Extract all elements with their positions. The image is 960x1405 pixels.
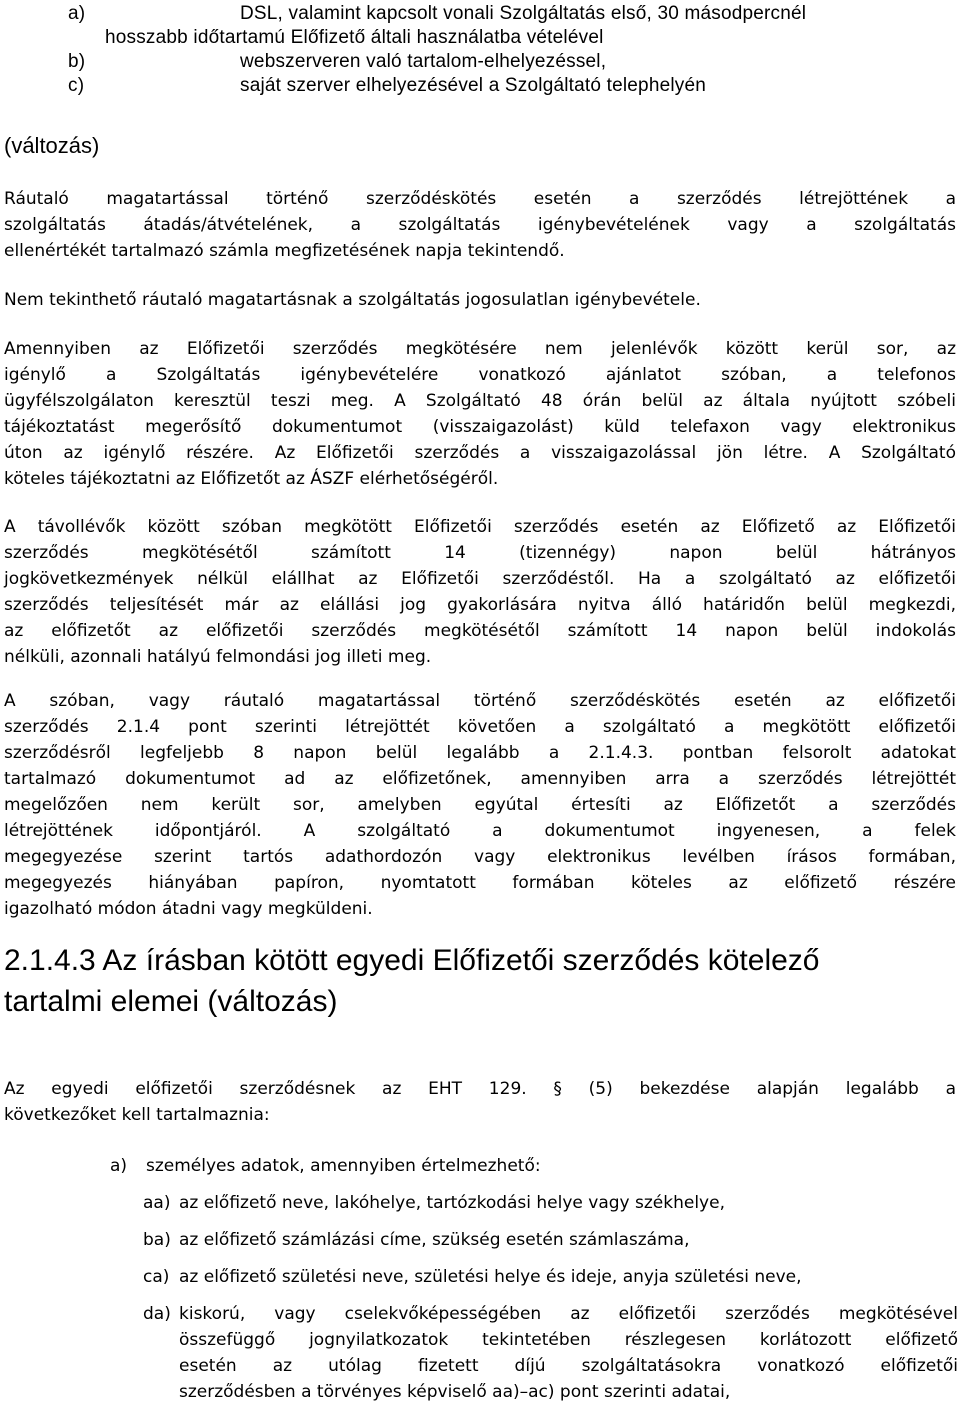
list-item-label: a) [110,1156,128,1176]
section-heading-line: tartalmi elemei (változás) [4,985,338,1018]
list-item [68,50,958,74]
paragraph-line: megelőzően nem került sor, amelyben egyútal értesíti az Előfizetőt a szerződés [4,795,956,815]
paragraph-line: úton az igénylő részére. Az Előfizetői szerződés a visszaigazolással jön létre. A Szolgáltató [4,443,956,463]
sub-list-item-text: kiskorú, vagy cselekvőképességében az előfizetői szerződés megkötésével [179,1304,958,1324]
paragraph-line: ellenértékét tartalmazó számla megfizetésének napja tekintendő. [4,241,565,261]
paragraph-line: igazolható módon átadni vagy megküldeni. [4,899,373,919]
paragraph-line: Amennyiben az Előfizetői szerződés megkötésére nem jelenlévők között kerül sor, az [4,339,956,359]
paragraph-line: szerződés 2.1.4 pont szerinti létrejöttét követően a szolgáltató a megkötött előfizetői [4,717,956,737]
paragraph [4,514,956,670]
sub-list-item [143,1227,958,1253]
paragraph [4,688,956,922]
paragraph-line: Nem tekinthető ráutaló magatartásnak a szolgáltatás jogosulatlan igénybevétele. [4,290,701,310]
paragraph [4,287,956,313]
paragraph-line: létrejöttének időpontjáról. A szolgáltató a dokumentumot ingyenesen, a felek [4,821,956,841]
list-item-text: személyes adatok, amennyiben értelmezhető: [146,1156,541,1176]
sub-list-item-label: aa) [143,1193,171,1213]
paragraph-line: Az egyedi előfizetői szerződésnek az EHT 129. § (5) bekezdése alapján legalább a [4,1079,956,1099]
sub-list-item-text: az előfizető születési neve, születési helye és ideje, anyja születési neve, [179,1267,802,1287]
paragraph-line: szerződésről legfeljebb 8 napon belül legalább a 2.1.4.3. pontban felsorolt adatokat [4,743,956,763]
paragraph-line: ügyfélszolgálaton keresztül teszi meg. A Szolgáltató 48 órán belül az általa nyújtott szóbeli [4,391,956,411]
sub-list-item [143,1264,958,1290]
paragraph-line: A távollévők között szóban megkötött Előfizetői szerződés esetén az Előfizető az Előfizetői [4,517,956,537]
paragraph-line: Ráutaló magatartással történő szerződéskötés esetén a szerződés létrejöttének a [4,189,956,209]
paragraph-line: jogkövetkezmények nélkül elállhat az Előfizetői szerződéstől. Ha a szolgáltató az előfizetői [4,569,956,589]
paragraph [4,186,956,264]
list-item-text: webszerveren való tartalom-elhelyezéssel, [240,51,607,72]
list-item-text: DSL, valamint kapcsolt vonali Szolgáltatás első, 30 másodpercnél [240,3,807,24]
list-item-text: saját szerver elhelyezésével a Szolgáltató telephelyén [240,75,707,96]
paragraph-line: tájékoztatást megerősítő dokumentumot (visszaigazolást) küld telefaxon vagy elektronikus [4,417,956,437]
change-note: (változás) [4,133,100,158]
list-item-text: hosszabb időtartamú Előfizető általi használatba vételével [105,27,604,48]
paragraph-line: megegyezés hiányában papíron, nyomtatott formában köteles az előfizető részére [4,873,956,893]
paragraph-line: az előfizetőt az előfizetői szerződés megkötésétől számított 14 napon belül indokolás [4,621,956,641]
sub-list-item [143,1301,958,1405]
list-item [110,1153,958,1179]
list-item-label: b) [68,51,86,72]
paragraph-line: A szóban, vagy ráutaló magatartással történő szerződéskötés esetén az előfizetői [4,691,956,711]
list-item [68,74,958,98]
section-heading-line: 2.1.4.3 Az írásban kötött egyedi Előfizetői szerződés kötelező [4,944,820,977]
list-item [68,2,958,26]
paragraph-line: köteles tájékoztatni az Előfizetőt az ÁSZF elérhetőségéről. [4,469,499,489]
sub-list-item-text: összefüggő jognyilatkozatok tekintetében részlegesen korlátozott előfizető [179,1330,958,1350]
sub-list-item-text: az előfizető neve, lakóhelye, tartózkodási helye vagy székhelye, [179,1193,725,1213]
sub-list-item-label: ba) [143,1230,171,1250]
paragraph [4,336,956,492]
paragraph-line: nélküli, azonnali hatályú felmondási jog illeti meg. [4,647,432,667]
sub-list-item-text: szerződésben a törvényes képviselő aa)–ac) pont szerinti adatai, [179,1382,731,1402]
paragraph-line: szolgáltatás átadás/átvételének, a szolgáltatás igénybevételének vagy a szolgáltatás [4,215,956,235]
sub-list-item [143,1190,958,1216]
list-item-label: a) [68,3,86,24]
paragraph-line: szerződés megkötésétől számított 14 (tizennégy) napon belül hátrányos [4,543,956,563]
top-list [68,2,958,98]
sub-list-item-label: da) [143,1304,171,1324]
list-item-continuation [68,26,958,50]
list-item-label: c) [68,75,85,96]
paragraph-line: következőket kell tartalmaznia: [4,1105,270,1125]
intro-paragraph [4,1076,956,1128]
paragraph-line: tartalmazó dokumentumot ad az előfizetőnek, amennyiben arra a szerződés létrejöttét [4,769,956,789]
sub-list-item-text: esetén az utólag fizetett díjú szolgáltatásokra vonatkozó előfizetői [179,1356,958,1376]
paragraph-line: szerződés teljesítését már az elállási jog gyakorlására nyitva álló határidőn belül megkezdi, [4,595,956,615]
sub-list-item-text: az előfizető számlázási címe, szükség esetén számlaszáma, [179,1230,690,1250]
paragraph-line: igénylő a Szolgáltatás igénybevételére vonatkozó ajánlatot szóban, a telefonos [4,365,956,385]
paragraph-line: megegyezése szerint tartós adathordozón vagy elektronikus levélben írásos formában, [4,847,956,867]
section-heading [4,940,944,1022]
sub-list-item-label: ca) [143,1267,170,1287]
